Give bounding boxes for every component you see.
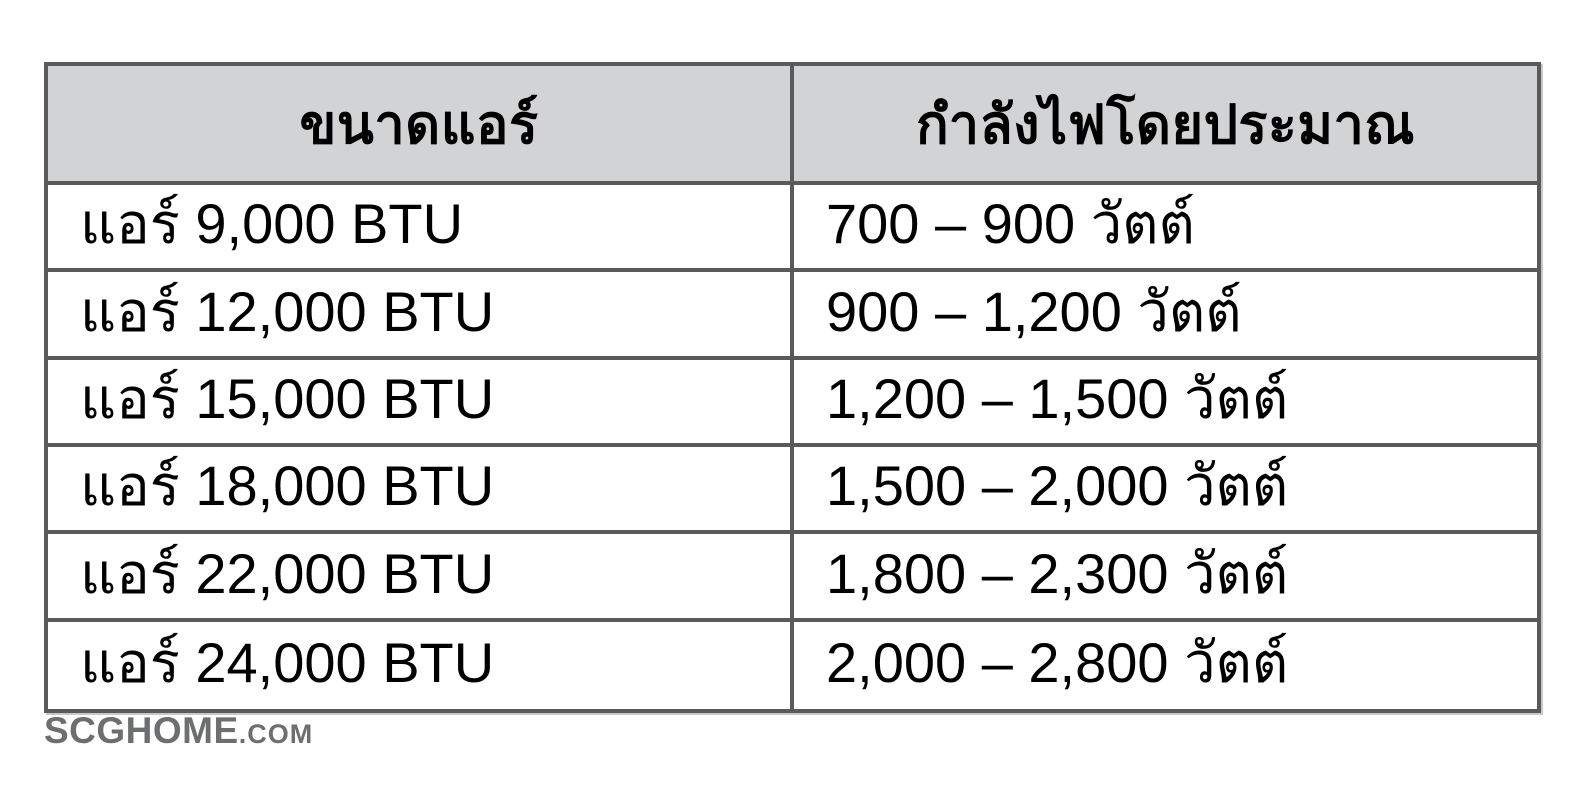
table-cell-size: แอร์ 24,000 BTU	[48, 622, 794, 709]
table-cell-size: แอร์ 18,000 BTU	[48, 447, 794, 534]
column-header-approx-power: กำลังไฟโดยประมาณ	[794, 66, 1537, 185]
table-cell-power: 1,500 – 2,000 วัตต์	[794, 447, 1537, 534]
brand-suffix: .COM	[238, 719, 314, 749]
table-cell-power: 1,800 – 2,300 วัตต์	[794, 534, 1537, 621]
table-cell-power: 1,200 – 1,500 วัตต์	[794, 360, 1537, 447]
table-cell-size: แอร์ 22,000 BTU	[48, 534, 794, 621]
brand-name: SCGHOME	[44, 710, 239, 751]
table-cell-size: แอร์ 12,000 BTU	[48, 272, 794, 359]
table-cell-power: 2,000 – 2,800 วัตต์	[794, 622, 1537, 709]
table-cell-size: แอร์ 15,000 BTU	[48, 360, 794, 447]
column-header-ac-size: ขนาดแอร์	[48, 66, 794, 185]
table-cell-power: 700 – 900 วัตต์	[794, 185, 1537, 272]
table-cell-power: 900 – 1,200 วัตต์	[794, 272, 1537, 359]
scghome-logo	[44, 712, 313, 749]
ac-power-table	[44, 62, 1541, 713]
table-cell-size: แอร์ 9,000 BTU	[48, 185, 794, 272]
